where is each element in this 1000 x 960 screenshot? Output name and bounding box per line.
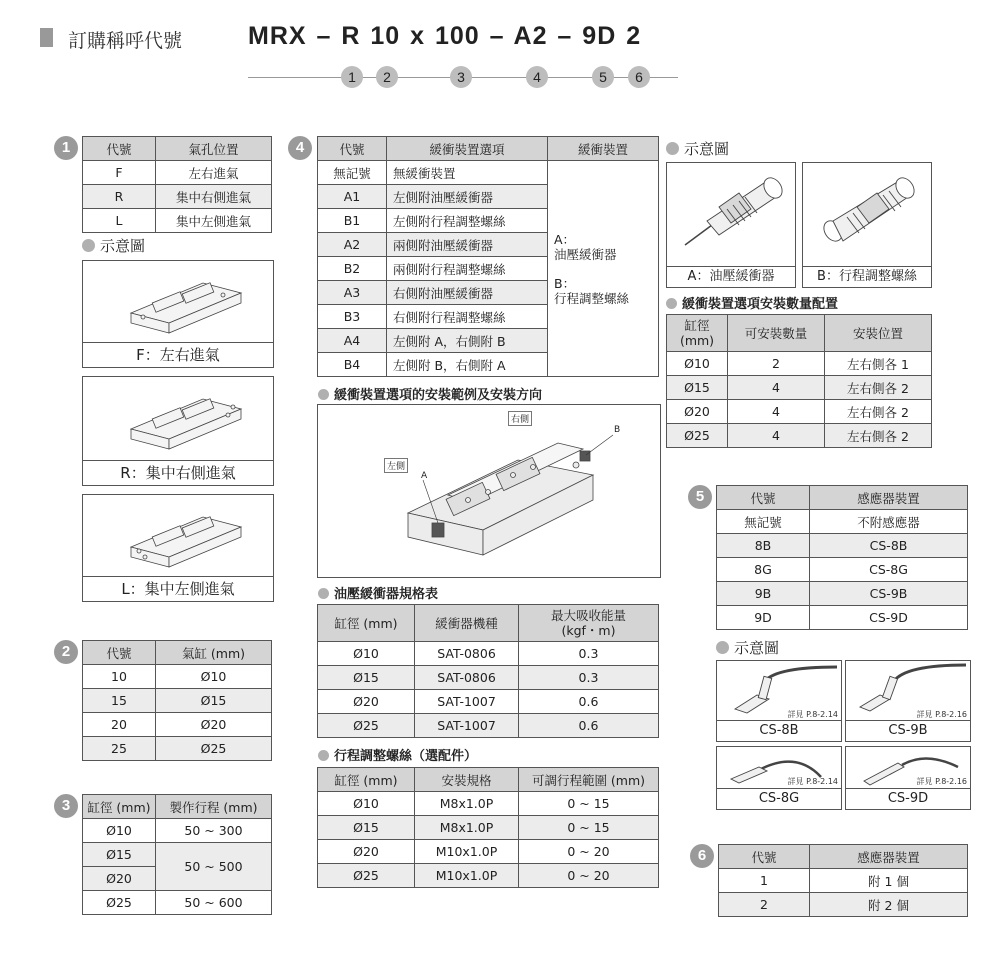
section-3-badge: 3 [54,794,78,818]
screw-title [318,745,477,764]
table-cell: 9D [717,606,810,630]
qty-title-text: 緩衝裝置選項安裝數量配置 [682,297,839,312]
sec5-fig-title [716,637,779,658]
table-cell: Ø25 [667,424,728,448]
label-right: 右側 [508,411,532,426]
section-4-table [317,136,659,377]
table-cell: Ø20 [83,867,156,891]
table-cell: Ø25 [318,714,415,738]
bullet-icon [318,389,329,400]
cylinder-assembly-icon [318,405,660,577]
table-cell: 2 [719,893,810,917]
table-row [318,864,659,888]
table-cell: CS-9B [810,582,968,606]
table-row [318,642,659,666]
shock-table [317,604,659,738]
device-b-code: B： [554,275,576,291]
table-cell: Ø10 [83,819,156,843]
table-cell: 10 [83,665,156,689]
section-4-badge: 4 [288,136,312,160]
table-header: 代號 [83,641,156,665]
table-cell: 不附感應器 [810,510,968,534]
table-cell: Ø15 [156,689,272,713]
table-row [717,558,968,582]
table-cell: 0.6 [519,690,659,714]
table-cell: 左右側各 1 [825,352,932,376]
table-cell: M10x1.0P [415,840,519,864]
table-cell: SAT-0806 [415,642,519,666]
table-row [667,400,932,424]
index-4: 4 [526,66,548,88]
table-row [83,161,272,185]
bullet-icon [666,142,679,155]
fig-title-text: 示意圖 [100,237,146,255]
table-cell: Ø20 [318,840,415,864]
bullet-icon [82,239,95,252]
table-cell: Ø20 [667,400,728,424]
table-cell: 0 ~ 15 [519,816,659,840]
right-fig-title [666,138,729,159]
cylinder-illustration-icon [83,495,273,577]
table-row [717,606,968,630]
adjust-screw-icon [803,163,931,267]
table-header: 感應器裝置 [810,845,968,869]
fig-shock-absorber [666,162,796,288]
table-row [83,891,272,915]
fig-caption: CS-8B [717,720,841,741]
table-cell: 0 ~ 20 [519,840,659,864]
detail-ref: 詳見 P.8-2.16 [916,710,967,719]
fig-caption: B：行程調整螺絲 [803,266,931,287]
section-2-badge: 2 [54,640,78,664]
fig-caption: R：集中右側進氣 [83,460,273,485]
table-row [83,185,272,209]
table-header: 缸徑 (mm) [83,795,156,819]
cylinder-illustration-icon [83,261,273,343]
table-row [717,510,968,534]
table-cell: Ø10 [156,665,272,689]
table-header: 代號 [717,486,810,510]
table-cell: A3 [318,281,387,305]
table-row [318,840,659,864]
fig-caption: CS-9D [846,788,970,809]
table-header: 緩衝器機種 [415,605,519,642]
table-cell: Ø15 [667,376,728,400]
table-cell: 9B [717,582,810,606]
table-cell: Ø25 [83,891,156,915]
device-b-name: 行程調整螺絲 [554,290,630,306]
table-cell: 兩側附油壓緩衝器 [387,233,548,257]
range-title [318,384,542,403]
table-header: 氣孔位置 [156,137,272,161]
detail-ref: 詳見 P.8-2.14 [787,777,838,786]
label-left: 左側 [384,458,408,473]
table-cell: 0.6 [519,714,659,738]
fig-caption: CS-8G [717,788,841,809]
table-cell: Ø25 [156,737,272,761]
table-cell: Ø20 [156,713,272,737]
table-cell: 左右側各 2 [825,424,932,448]
table-row [83,843,272,867]
device-a-code: A： [554,231,576,247]
table-row [719,869,968,893]
table-cell: 4 [728,400,825,424]
table-row [667,424,932,448]
fig-cs-9b [845,660,971,742]
index-5: 5 [592,66,614,88]
table-cell: M8x1.0P [415,816,519,840]
table-cell: 左側附行程調整螺絲 [387,209,548,233]
table-cell: 50 ~ 500 [156,843,272,891]
table-cell: B3 [318,305,387,329]
bullet-icon [318,750,329,761]
section-6-table [718,844,968,917]
section-5-table [716,485,968,630]
qty-table [666,314,932,448]
table-cell: 4 [728,424,825,448]
table-row [667,376,932,400]
table-row [83,713,272,737]
table-cell: 0.3 [519,642,659,666]
table-cell: 20 [83,713,156,737]
table-header: 感應器裝置 [810,486,968,510]
table-header: 代號 [719,845,810,869]
fig-adjust-screw [802,162,932,288]
range-title-text: 緩衝裝置選項的安裝範例及安裝方向 [334,388,543,403]
shock-absorber-icon [667,163,795,267]
table-cell: 25 [83,737,156,761]
table-header: 最大吸收能量 (kgf・m) [519,605,659,642]
table-cell: Ø15 [318,816,415,840]
label-b: B [614,425,621,435]
table-header: 氣缸 (mm) [156,641,272,665]
table-row [667,352,932,376]
table-cell: 左右側各 2 [825,376,932,400]
table-header: 緩衝裝置 [548,137,659,161]
table-header: 可調行程範圍 (mm) [519,768,659,792]
table-cell: 0 ~ 20 [519,864,659,888]
fig-cs-8g [716,746,842,810]
fig-caption: CS-9B [846,720,970,741]
table-row [318,161,659,185]
table-cell: 右側附油壓緩衝器 [387,281,548,305]
table-cell: CS-9D [810,606,968,630]
index-3: 3 [450,66,472,88]
header-square-icon [40,28,53,47]
table-header: 代號 [83,137,156,161]
screw-title-text: 行程調整螺絲（選配件） [334,749,478,764]
table-cell: 2 [728,352,825,376]
table-header: 缸徑 (mm) [318,605,415,642]
table-cell: 15 [83,689,156,713]
bullet-icon [666,298,677,309]
table-cell: 4 [728,376,825,400]
table-cell: Ø10 [318,642,415,666]
table-cell: CS-8G [810,558,968,582]
table-header: 安裝位置 [825,315,932,352]
detail-ref: 詳見 P.8-2.16 [916,777,967,786]
table-row [83,689,272,713]
table-cell: Ø15 [83,843,156,867]
table-cell: 左側附 B，右側附 A [387,353,548,377]
table-cell: 附 2 個 [810,893,968,917]
table-cell: Ø25 [318,864,415,888]
shock-title-text: 油壓緩衝器規格表 [334,587,439,602]
qty-title [666,293,838,312]
table-row [318,690,659,714]
table-header: 缸徑 (mm) [318,768,415,792]
table-cell: 無緩衝裝置 [387,161,548,185]
table-cell: 無記號 [318,161,387,185]
table-cell: 左右進氣 [156,161,272,185]
table-header: 緩衝裝置選項 [387,137,548,161]
table-cell: 集中右側進氣 [156,185,272,209]
bullet-icon [318,588,329,599]
table-cell: M8x1.0P [415,792,519,816]
table-cell: 左側附 A，右側附 B [387,329,548,353]
table-cell: CS-8B [810,534,968,558]
table-cell: 8G [717,558,810,582]
index-1: 1 [341,66,363,88]
table-row [83,819,272,843]
table-cell: L [83,209,156,233]
fig-caption: L：集中左側進氣 [83,576,273,601]
table-cell: 集中左側進氣 [156,209,272,233]
index-2: 2 [376,66,398,88]
table-cell: 附 1 個 [810,869,968,893]
table-row [83,209,272,233]
table-header: 可安裝數量 [728,315,825,352]
table-cell: 0.3 [519,666,659,690]
cylinder-illustration-icon [83,377,273,461]
table-cell: A4 [318,329,387,353]
fig-L [82,494,274,602]
table-header: 代號 [318,137,387,161]
fig-caption: F：左右進氣 [83,342,273,367]
section-3-table [82,794,272,915]
table-row [717,534,968,558]
table-cell: 0 ~ 15 [519,792,659,816]
detail-ref: 詳見 P.8-2.14 [787,710,838,719]
table-row [83,665,272,689]
fig-F [82,260,274,368]
fig-title-text: 示意圖 [734,639,780,657]
table-cell: Ø20 [318,690,415,714]
fig-caption: A：油壓緩衝器 [667,266,795,287]
header-label: 訂購稱呼代號 [68,30,183,52]
device-cell [548,161,659,377]
section-1-badge: 1 [54,136,78,160]
table-cell: Ø10 [318,792,415,816]
table-row [318,816,659,840]
install-example-figure [317,404,661,578]
table-cell: 50 ~ 600 [156,891,272,915]
table-cell: SAT-0806 [415,666,519,690]
shock-title [318,583,438,602]
table-cell: B2 [318,257,387,281]
device-a-name: 油壓緩衝器 [554,246,617,262]
table-row [318,666,659,690]
table-cell: B1 [318,209,387,233]
section-6-badge: 6 [690,844,714,868]
table-cell: Ø15 [318,666,415,690]
section-1-table [82,136,272,233]
fig-R [82,376,274,486]
sec1-fig-title [82,235,145,256]
table-header: 缸徑 (mm) [667,315,728,352]
fig-title-text: 示意圖 [684,140,730,158]
table-cell: A1 [318,185,387,209]
table-row [318,714,659,738]
table-cell: 8B [717,534,810,558]
fig-cs-9d [845,746,971,810]
table-row [318,792,659,816]
index-6: 6 [628,66,650,88]
screw-table [317,767,659,888]
table-cell: 無記號 [717,510,810,534]
table-cell: 左側附油壓緩衝器 [387,185,548,209]
section-5-badge: 5 [688,485,712,509]
table-cell: SAT-1007 [415,690,519,714]
table-cell: 兩側附行程調整螺絲 [387,257,548,281]
table-header: 安裝規格 [415,768,519,792]
table-cell: F [83,161,156,185]
table-cell: B4 [318,353,387,377]
fig-cs-8b [716,660,842,742]
table-header: 製作行程 (mm) [156,795,272,819]
table-cell: 1 [719,869,810,893]
bullet-icon [716,641,729,654]
label-a: A [421,471,428,481]
section-2-table [82,640,272,761]
table-cell: 50 ~ 300 [156,819,272,843]
table-cell: SAT-1007 [415,714,519,738]
table-cell: R [83,185,156,209]
table-row [719,893,968,917]
table-cell: 右側附行程調整螺絲 [387,305,548,329]
table-cell: Ø10 [667,352,728,376]
table-row [83,737,272,761]
table-row [717,582,968,606]
table-cell: M10x1.0P [415,864,519,888]
table-cell: A2 [318,233,387,257]
table-cell: 左右側各 2 [825,400,932,424]
model-code: MRX – R 10 x 100 – A2 – 9D 2 [248,22,642,50]
